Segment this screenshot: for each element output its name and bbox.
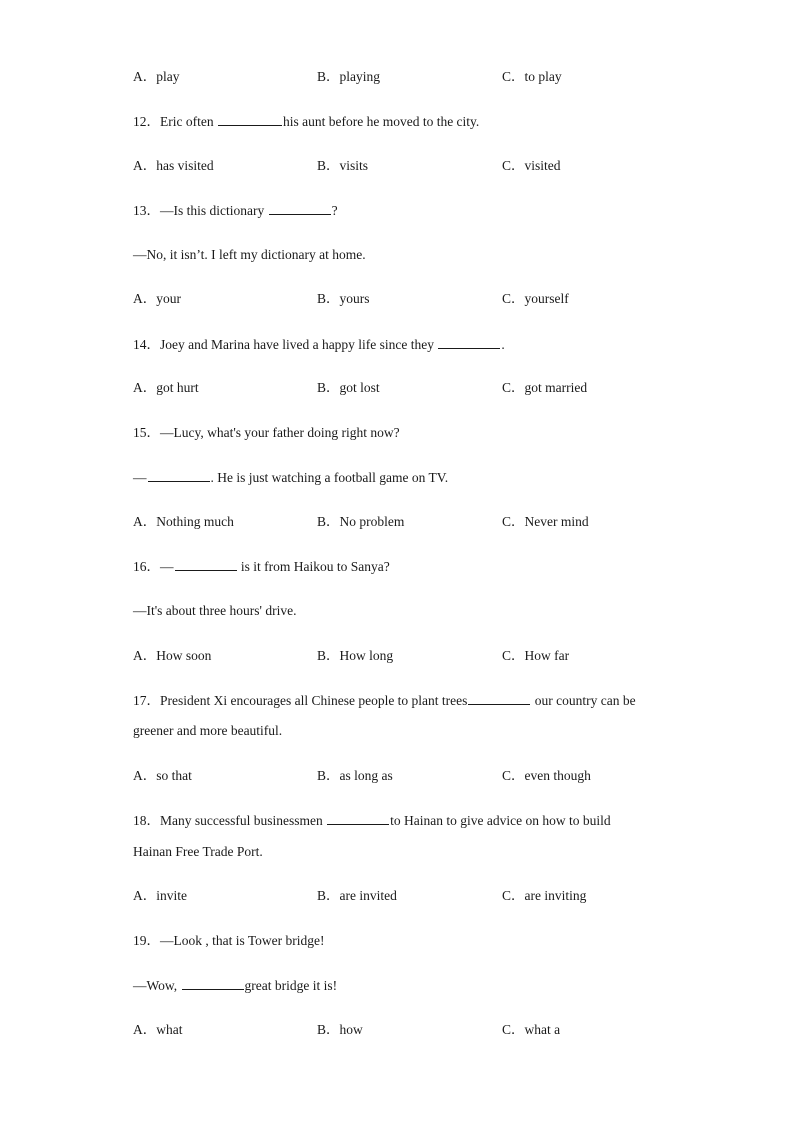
q13-option-c[interactable]: C．yourself	[502, 291, 569, 306]
q14-option-c[interactable]: C．got married	[502, 380, 588, 395]
q18-question-continued: Hainan Free Trade Port.	[133, 844, 263, 859]
q17-text-pre: 17．President Xi encourages all Chinese people to plant trees	[133, 693, 468, 708]
q16-blank	[175, 557, 237, 571]
q11-option-b[interactable]: B．playing	[317, 69, 380, 84]
q19-option-b[interactable]: B．how	[317, 1022, 363, 1037]
q18-option-c[interactable]: C．are inviting	[502, 888, 587, 903]
q15-option-c[interactable]: C．Never mind	[502, 514, 589, 529]
q12-option-b[interactable]: B．visits	[317, 158, 369, 173]
q18-option-b[interactable]: B．are invited	[317, 888, 397, 903]
q14-text-post: .	[501, 337, 505, 352]
q15-dialogue-line	[133, 468, 448, 487]
q15-blank	[148, 468, 210, 482]
q14-text-pre: 14．Joey and Marina have lived a happy life since they	[133, 337, 438, 352]
q14-blank	[438, 335, 500, 349]
q15-option-a[interactable]: A．Nothing much	[133, 514, 234, 529]
q19-option-c[interactable]: C．what a	[502, 1022, 561, 1037]
q19-blank	[182, 976, 244, 990]
q11-option-c[interactable]: C．to play	[502, 69, 562, 84]
q12-text-post: his aunt before he moved to the city.	[282, 114, 480, 129]
q19-question: 19．—Look , that is Tower bridge!	[133, 933, 325, 948]
q13-text-post: ?	[331, 203, 338, 218]
q16-dialogue-line: —It's about three hours' drive.	[133, 603, 297, 618]
q17-question-continued: greener and more beautiful.	[133, 723, 283, 738]
q17-question	[133, 691, 636, 710]
q13-text-pre: 13．—Is this dictionary	[133, 203, 268, 218]
q16-text-pre: 16．—	[133, 559, 174, 574]
q12-option-a[interactable]: A．has visited	[133, 158, 214, 173]
q14-question	[133, 335, 505, 354]
q16-option-a[interactable]: A．How soon	[133, 648, 212, 663]
q13-option-b[interactable]: B．yours	[317, 291, 370, 306]
q17-text-post: our country can be	[531, 693, 636, 708]
q12-option-c[interactable]: C．visited	[502, 158, 561, 173]
q13-question	[133, 201, 338, 220]
q18-option-a[interactable]: A．invite	[133, 888, 187, 903]
q12-text-pre: 12．Eric often	[133, 114, 217, 129]
q12-question	[133, 112, 479, 131]
q11-option-a[interactable]: A．play	[133, 69, 180, 84]
q17-option-b[interactable]: B．as long as	[317, 768, 393, 783]
q19-text-pre: —Wow,	[133, 978, 181, 993]
q15-question: 15．—Lucy, what's your father doing right now?	[133, 425, 400, 440]
q13-option-a[interactable]: A．your	[133, 291, 181, 306]
q18-text-post: to Hainan to give advice on how to build	[390, 813, 611, 828]
q17-option-c[interactable]: C．even though	[502, 768, 591, 783]
q18-text-pre: 18．Many successful businessmen	[133, 813, 327, 828]
q17-blank	[468, 691, 530, 705]
q15-text-pre: —	[133, 470, 147, 485]
q18-blank	[327, 811, 389, 825]
q16-question	[133, 557, 390, 576]
q13-blank	[269, 201, 331, 215]
q16-option-b[interactable]: B．How long	[317, 648, 394, 663]
q16-option-c[interactable]: C．How far	[502, 648, 570, 663]
q19-option-a[interactable]: A．what	[133, 1022, 183, 1037]
q19-dialogue-line	[133, 976, 337, 995]
q15-option-b[interactable]: B．No problem	[317, 514, 405, 529]
q17-option-a[interactable]: A．so that	[133, 768, 192, 783]
q13-dialogue-line: —No, it isn’t. I left my dictionary at home.	[133, 247, 366, 262]
q14-option-b[interactable]: B．got lost	[317, 380, 380, 395]
q19-text-post: great bridge it is!	[244, 978, 338, 993]
q16-text-post: is it from Haikou to Sanya?	[237, 559, 390, 574]
q15-text-post: . He is just watching a football game on TV.	[210, 470, 449, 485]
q14-option-a[interactable]: A．got hurt	[133, 380, 199, 395]
q12-blank	[218, 112, 282, 126]
q18-question	[133, 811, 611, 830]
